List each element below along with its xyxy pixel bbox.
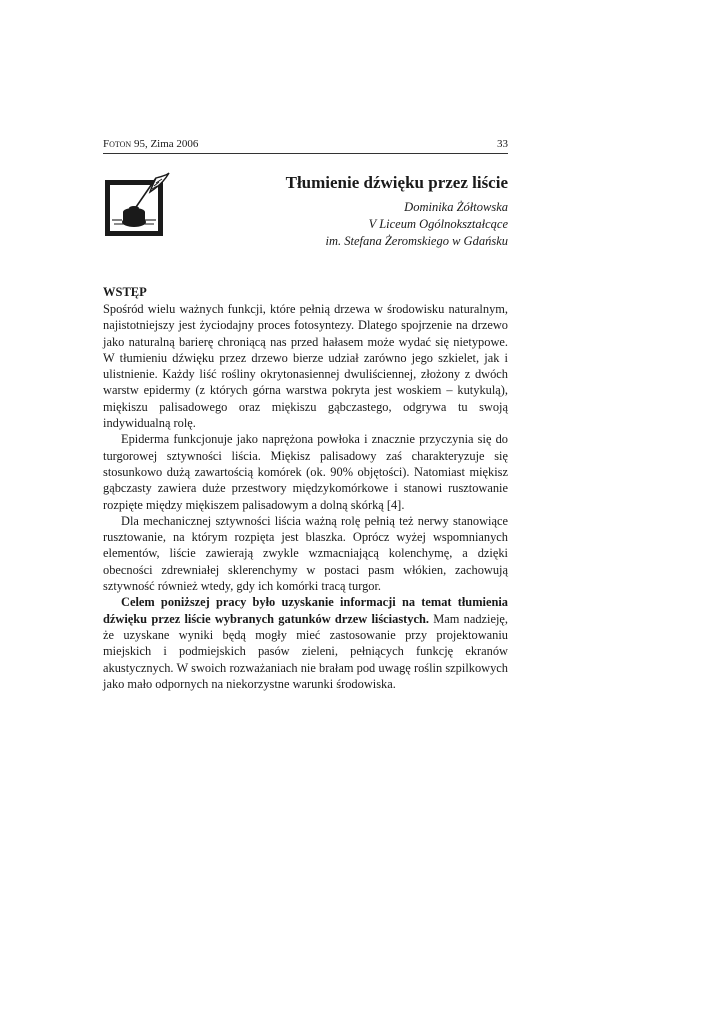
quill-and-inkwell-icon xyxy=(104,172,170,238)
byline xyxy=(200,199,508,250)
bold-statement: Celem poniższej pracy było uzyskanie informacji na temat tłumienia dźwięku przez liście wybranych gatunków drzew liściastych. xyxy=(103,595,508,626)
paragraph: Spośród wielu ważnych funkcji, które pełnią drzewa w środowisku naturalnym, najistotniejszy jest życiodajny proces fotosyntezy. Dlatego spojrzenie na drzewo jako naturalną barierę chroniącą nas przed hałasem może wydać się nietypowe. W tłumieniu dźwięku przez drzewo bierze udział zarówno jego szkielet, jak i ulistnienie. Każdy liść rośliny okrytonasiennej dwuliściennej, złożony z dwóch warstw epidermy (z których górna warstwa pokryta jest woskiem – kutykulą), miękiszu palisadowego oraz miękiszu gąbczastego, odgrywa tu swoją indywidualną rolę. xyxy=(103,302,508,431)
article-title: Tłumienie dźwięku przez liście xyxy=(285,173,508,192)
journal-name: Foton xyxy=(103,138,132,150)
paragraph: Epiderma funkcjonuje jako naprężona powłoka i znacznie przyczynia się do turgorowej sztywności liścia. Miękisz palisadowy zaś charakteryzuje się stosunkowo dużą zawartością komórek (ok. 90% objętości). Natomiast miękisz gąbczasty zawiera duże przestwory międzykomórkowe i stanowi rusztowanie rozpięte między miękiszem palisadowym a dolną skórką [4]. xyxy=(103,432,508,512)
paragraph: Dla mechanicznej sztywności liścia ważną rolę pełnią też nerwy stanowiące rusztowanie, na którym rozpięta jest blaszka. Oprócz wyżej wspomnianych elementów, liście zawierają zwykle wzmacniającą kolenchymę, a dzięki obecności zdrewniałej sklerenchymy w postaci pasm włókien, zachowują sztywność również wtedy, gdy ich komórki tracą turgor. xyxy=(103,513,508,594)
journal-issue: Foton 95, Zima 2006 xyxy=(103,138,199,150)
body-text xyxy=(103,301,508,692)
running-header xyxy=(103,137,508,154)
affiliation-line: im. Stefana Żeromskiego w Gdańsku xyxy=(325,234,508,248)
author-name: Dominika Żółtowska xyxy=(404,200,508,214)
paragraph xyxy=(103,594,508,692)
page-number: 33 xyxy=(497,138,508,150)
paragraph-rest: Mam nadzieję, że uzyskane wyniki będą mogły mieć zastosowanie przy projektowaniu miejskich i podmiejskich pasów zieleni, pełniących funkcję ekranów akustycznych. W swoich rozważaniach nie brałam pod uwagę roślin szpilkowych jako mało odpornych na niekorzystne warunki środowiska. xyxy=(103,611,508,691)
affiliation-line: V Liceum Ogólnokształcące xyxy=(368,217,508,231)
section-heading: WSTĘP xyxy=(103,285,147,299)
